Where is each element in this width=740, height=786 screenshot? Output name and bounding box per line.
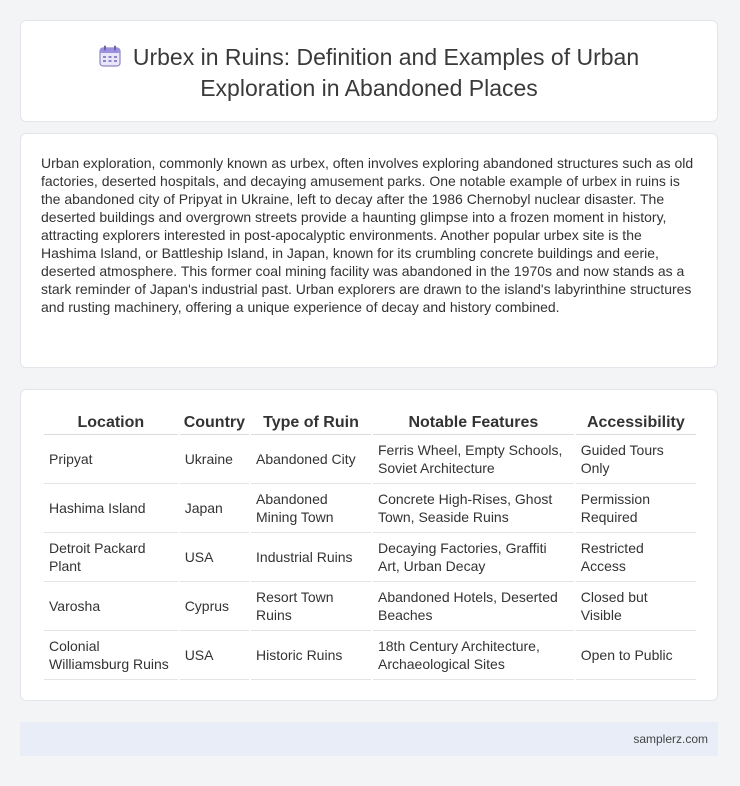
header-location: Location (44, 412, 178, 435)
cell-features: 18th Century Architecture, Archaeological Sites (373, 631, 574, 680)
calendar-icon (99, 45, 121, 74)
intro-paragraph: Urban exploration, commonly known as urbex, often involves exploring abandoned structures such as old factories, deserted hospitals, and decaying amusement parks. One notable example of urbex in ruins is the abandoned city of Pripyat in Ukraine, left to decay after the 1986 Chernobyl nuclear disaster. The deserted buildings and overgrown streets provide a haunting glimpse into a frozen moment in history, attracting explorers interested in post-apocalyptic environments. Another popular urbex site is the Hashima Island, or Battleship Island, in Japan, known for its crumbling concrete buildings and eerie, deserted atmosphere. This former coal mining facility was abandoned in the 1970s and now stands as a stark reminder of Japan's industrial past. Urban explorers are drawn to the island's labyrinthine structures and rusting machinery, offering a unique experience of decay and history combined. (41, 155, 694, 315)
cell-country: Ukraine (180, 435, 249, 484)
cell-country: USA (180, 533, 249, 582)
table-row (44, 533, 696, 582)
header-type-of-ruin: Type of Ruin (251, 412, 371, 435)
footer-site-link[interactable]: samplerz.com (633, 732, 708, 746)
cell-accessibility: Guided Tours Only (576, 435, 696, 484)
cell-location: Pripyat (44, 435, 178, 484)
page-title-text: Urbex in Ruins: Definition and Examples of Urban Exploration in Abandoned Places (132, 44, 640, 101)
cell-features: Abandoned Hotels, Deserted Beaches (373, 582, 574, 631)
cell-accessibility: Open to Public (576, 631, 696, 680)
cell-accessibility: Permission Required (576, 484, 696, 533)
cell-type: Resort Town Ruins (251, 582, 371, 631)
cell-features: Concrete High-Rises, Ghost Town, Seaside Ruins (373, 484, 574, 533)
cell-accessibility: Closed but Visible (576, 582, 696, 631)
footer-bar (20, 722, 718, 756)
table-row (44, 435, 696, 484)
cell-location: Varosha (44, 582, 178, 631)
header-country: Country (180, 412, 249, 435)
table-header-row (44, 412, 696, 435)
header-notable-features: Notable Features (373, 412, 574, 435)
title-card (20, 20, 718, 122)
cell-country: Japan (180, 484, 249, 533)
cell-features: Ferris Wheel, Empty Schools, Soviet Architecture (373, 435, 574, 484)
cell-accessibility: Restricted Access (576, 533, 696, 582)
cell-features: Decaying Factories, Graffiti Art, Urban Decay (373, 533, 574, 582)
page-title (61, 43, 677, 103)
cell-type: Abandoned City (251, 435, 371, 484)
header-accessibility: Accessibility (576, 412, 696, 435)
cell-type: Historic Ruins (251, 631, 371, 680)
cell-location: Hashima Island (44, 484, 178, 533)
cell-country: USA (180, 631, 249, 680)
table-row (44, 582, 696, 631)
cell-type: Industrial Ruins (251, 533, 371, 582)
cell-location: Colonial Williamsburg Ruins (44, 631, 178, 680)
table-row (44, 631, 696, 680)
table-row (44, 484, 696, 533)
intro-card (20, 133, 718, 368)
ruins-table (42, 412, 698, 680)
cell-country: Cyprus (180, 582, 249, 631)
cell-location: Detroit Packard Plant (44, 533, 178, 582)
table-card (20, 389, 718, 701)
cell-type: Abandoned Mining Town (251, 484, 371, 533)
